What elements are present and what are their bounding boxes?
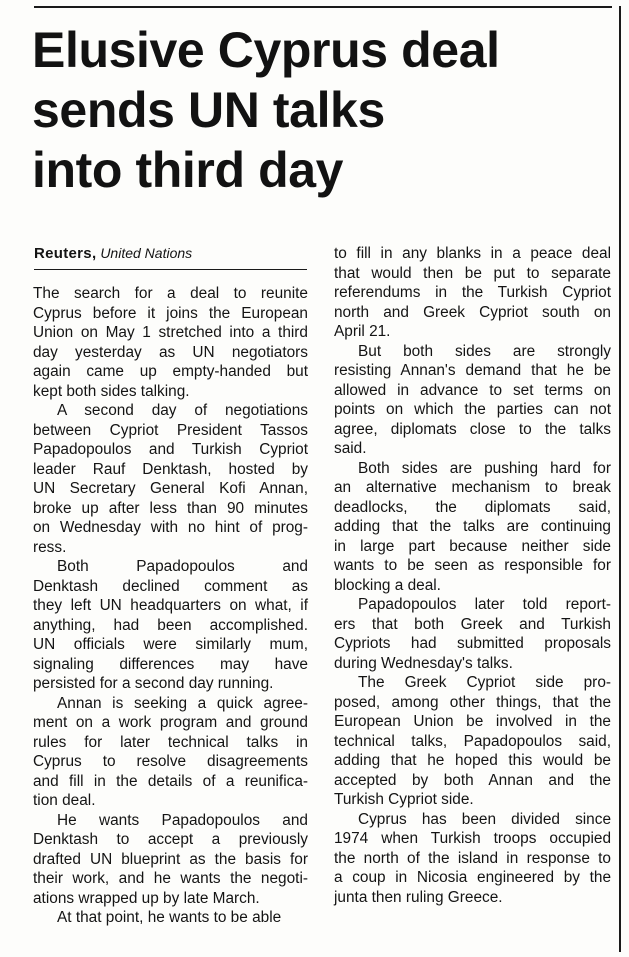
text-line: during Wednesday's talks. [334,654,513,672]
text-line: kept both sides talking. [33,382,190,400]
paragraph [334,342,611,459]
text-line: ations wrapped up by late March. [33,889,260,907]
text-line: agree, diplomats close to the talks [334,420,611,438]
text-line: Cyprus to resolve disagreements [33,753,308,770]
text-line: referendums in the Turkish Cypriot [334,284,611,301]
text-line: A second day of negotiations [57,402,308,419]
text-line: signaling differences may have [33,655,308,673]
paragraph [334,810,611,908]
text-line: Cyprus has been divided since [358,810,611,828]
text-line: on Wednesday with no hint of prog- [33,519,308,536]
text-line: again came up empty-handed but [33,363,308,380]
text-line: Annan is seeking a quick agree- [57,694,308,712]
paragraph [33,694,308,811]
text-line: in large part because neither side [334,537,611,555]
paragraph [33,284,308,401]
paragraph [334,459,611,596]
byline-dateline: United Nations [100,245,193,261]
paragraph [33,811,308,909]
headline-line: Elusive Cyprus deal [32,22,500,78]
text-line: their work, and he wants the negoti- [33,870,308,887]
paragraph [334,244,611,342]
headline-line: sends UN talks [32,82,385,138]
text-line: the north of the island in response to [334,849,611,867]
paragraph [33,908,308,928]
paragraph [334,595,611,673]
text-line: Turkish Cypriot side. [334,791,474,808]
text-line: Cypriots had submitted proposals [334,635,611,652]
article-column-left [33,284,308,928]
paragraph [334,673,611,810]
byline [34,243,334,264]
text-line: At that point, he wants to be able [57,909,282,926]
text-line: European Union be involved in the [334,713,611,730]
byline-agency: Reuters, [34,245,97,262]
text-line: ress. [33,538,67,556]
text-line: technical talks, Papadopoulos said, [334,732,611,750]
text-line: broke up after less than 90 minutes [33,499,308,517]
text-line: adding that the talks are continuing [334,518,611,535]
text-line: The search for a deal to reunite [33,285,308,302]
text-line: April 21. [334,323,391,340]
text-line: Cyprus before it joins the European [33,304,308,322]
text-line: UN officials were similarly mum, [33,636,308,653]
article-column-right [334,244,611,907]
text-line: deadlocks, the diplomats said, [334,498,611,516]
text-line: between Cypriot President Tassos [33,421,308,439]
paragraph [33,557,308,694]
text-line: anything, had been accomplished. [33,616,308,634]
paragraph [33,401,308,557]
text-line: accepted by both Annan and the [334,771,611,789]
text-line: day yesterday as UN negotiators [33,343,308,361]
text-line: 1974 when Turkish troops occupied [334,830,611,847]
top-rule [34,6,612,8]
text-line: north and Greek Cypriot south on [334,303,611,321]
text-line: Denktash declined comment as [33,577,308,595]
text-line: points on which the parties can not [334,401,611,418]
text-line: an alternative mechanism to break [334,479,611,496]
text-line: tion deal. [33,792,96,809]
text-line: Both Papadopoulos and [57,558,308,575]
text-line: junta then ruling Greece. [334,888,503,906]
text-line: leader Rauf Denktash, hosted by [33,460,308,478]
text-line: resisting Annan's demand that he be [334,362,611,379]
text-line: that would then be put to separate [334,264,611,282]
text-line: rules for later technical talks in [33,733,308,751]
text-line: a coup in Nicosia engineered by the [334,869,611,886]
text-line: Denktash to accept a previously [33,831,308,848]
text-line: Union on May 1 stretched into a third [33,324,308,341]
text-line: The Greek Cypriot side pro- [358,674,611,691]
text-line: allowed in advance to set terms on [334,381,611,399]
byline-rule [34,269,307,270]
text-line: He wants Papadopoulos and [57,811,308,829]
text-line: and fill in the details of a reunifica- [33,772,308,790]
headline-line: into third day [32,142,344,198]
text-line: said. [334,440,367,457]
text-line: Papadopoulos later told report- [358,596,611,613]
text-line: Papadopoulos and Turkish Cypriot [33,441,308,458]
text-line: Both sides are pushing hard for [358,459,611,477]
text-line: wants to be seen as responsible for [334,557,611,574]
text-line: But both sides are strongly [358,342,611,360]
text-line: they left UN headquarters on what, if [33,597,308,614]
headline [32,20,617,200]
text-line: blocking a deal. [334,576,441,594]
text-line: posed, among other things, that the [334,693,611,711]
text-line: persisted for a second day running. [33,675,274,692]
text-line: adding that he hoped this would be [334,752,611,769]
text-line: to fill in any blanks in a peace deal [334,245,611,262]
text-line: ers that both Greek and Turkish [334,615,611,633]
text-line: drafted UN blueprint as the basis for [33,850,308,868]
right-column-rule [619,6,621,952]
text-line: UN Secretary General Kofi Annan, [33,480,308,497]
text-line: ment on a work program and ground [33,714,308,731]
